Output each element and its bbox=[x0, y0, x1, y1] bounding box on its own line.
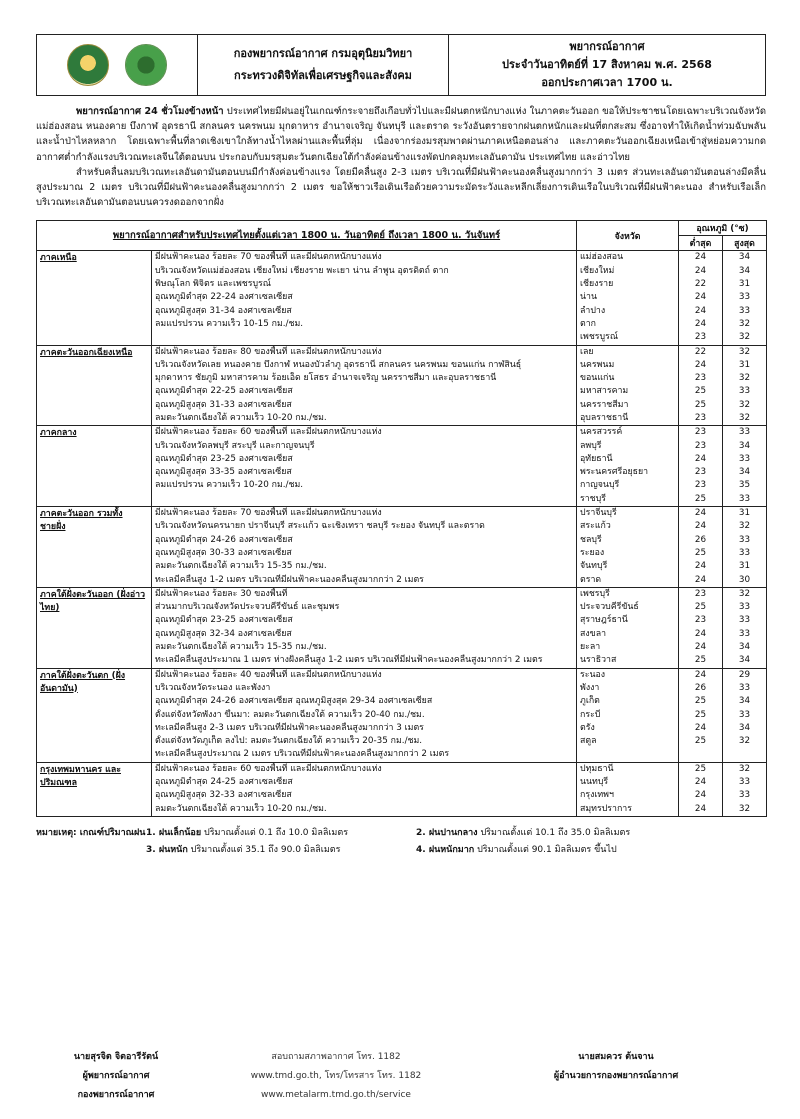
forecaster-name: นายสุรจิต จิตอารีรัตน์ bbox=[73, 1052, 159, 1062]
min-temp-list bbox=[679, 426, 723, 507]
max-temp-value: 32 bbox=[738, 346, 751, 357]
max-temp-value: 33 bbox=[738, 602, 751, 613]
min-temp-value: 24 bbox=[694, 722, 707, 733]
forecaster-division: กองพยากรณ์อากาศ bbox=[77, 1090, 155, 1100]
min-temp-value: 23 bbox=[694, 480, 707, 491]
max-temp-value: 32 bbox=[738, 803, 751, 814]
province-name: ตราด bbox=[580, 574, 602, 585]
regional-forecast-table bbox=[36, 220, 767, 816]
max-temp-value: 34 bbox=[738, 642, 751, 653]
province-name: ราชบุรี bbox=[580, 493, 606, 504]
region-row bbox=[37, 426, 767, 507]
province-name: สุราษฎร์ธานี bbox=[580, 615, 628, 626]
province-name: สมุทรปราการ bbox=[580, 803, 632, 814]
forecast-line: อุณหภูมิสูงสุด 30-33 องศาเซลเซียส bbox=[155, 547, 292, 558]
temperature-column-header: อุณหภูมิ (°ซ) bbox=[679, 221, 767, 236]
forecast-line: อุณหภูมิต่ำสุด 24-25 องศาเซลเซียส bbox=[155, 777, 293, 787]
document-header bbox=[36, 34, 766, 96]
region-row bbox=[37, 587, 767, 668]
region-name: ภาคเหนือ bbox=[37, 251, 152, 345]
forecast-line: อุณหภูมิสูงสุด 31-34 องศาเซลเซียส bbox=[155, 305, 292, 316]
min-temp-value: 24 bbox=[694, 777, 707, 787]
max-temp-value: 33 bbox=[738, 493, 751, 504]
min-temp-value: 24 bbox=[694, 561, 707, 572]
min-temp-value: 24 bbox=[694, 305, 707, 316]
region-row bbox=[37, 507, 767, 588]
forecast-line: มีฝนฟ้าคะนอง ร้อยละ 60 ของพื้นที่ และมีฝนตกหนักบางแห่ง bbox=[155, 427, 382, 438]
forecast-line: อุณหภูมิสูงสุด 32-33 องศาเซลเซียส bbox=[155, 790, 292, 801]
note-2-term: 2. ฝนปานกลาง bbox=[416, 827, 478, 838]
forecast-line: มีฝนฟ้าคะนอง ร้อยละ 80 ของพื้นที่ และมีฝนตกหนักบางแห่ง bbox=[155, 346, 382, 357]
forecast-line: อุณหภูมิต่ำสุด 24-26 องศาเซลเซียส bbox=[155, 534, 293, 545]
province-name: น่าน bbox=[580, 292, 597, 303]
forecast-line: ทะเลมีคลื่นสูง 2-3 เมตร บริเวณที่มีฝนฟ้าคะนองคลื่นสูงมากกว่า 3 เมตร bbox=[155, 722, 424, 733]
province-name: นครพนม bbox=[580, 359, 615, 370]
max-temp-value: 31 bbox=[738, 508, 751, 519]
province-name: นครสวรรค์ bbox=[580, 427, 623, 438]
max-temp-value: 34 bbox=[738, 440, 751, 451]
contact-info bbox=[216, 1048, 456, 1105]
province-name: ตรัง bbox=[580, 722, 595, 733]
min-temp-value: 24 bbox=[694, 292, 707, 303]
province-name: ลพบุรี bbox=[580, 440, 602, 451]
max-temp-value: 33 bbox=[738, 305, 751, 316]
region-name: ภาคตะวันออก รวมทั้งชายฝั่ง bbox=[37, 507, 152, 588]
min-temp-value: 24 bbox=[694, 790, 707, 801]
max-temp-value: 33 bbox=[738, 790, 751, 801]
region-forecast-text bbox=[152, 762, 577, 816]
min-temp-list bbox=[679, 507, 723, 588]
forecast-document bbox=[36, 34, 766, 856]
note-4-term: 4. ฝนหนักมาก bbox=[416, 844, 475, 855]
forecast-line: อุณหภูมิสูงสุด 31-33 องศาเซลเซียส bbox=[155, 399, 292, 410]
ministry-seal-logo bbox=[67, 44, 109, 86]
min-temp-value: 24 bbox=[694, 359, 707, 370]
min-temp-value: 26 bbox=[694, 534, 707, 545]
min-temp-value: 26 bbox=[694, 682, 707, 693]
region-name: ภาคตะวันออกเฉียงเหนือ bbox=[37, 345, 152, 426]
note-1 bbox=[146, 825, 416, 839]
contact-phone: สอบถามสภาพอากาศ โทร. 1182 bbox=[271, 1052, 401, 1062]
region-forecast-text bbox=[152, 507, 577, 588]
max-temp-value: 34 bbox=[738, 696, 751, 707]
province-name: ขอนแก่น bbox=[580, 373, 615, 384]
province-name: กาญจนบุรี bbox=[580, 480, 620, 491]
summary-paragraph-1 bbox=[36, 104, 766, 165]
doc-date: ประจำวันอาทิตย์ที่ 17 สิงหาคม พ.ศ. 2568 bbox=[502, 58, 712, 71]
forecaster-title: ผู้พยากรณ์อากาศ bbox=[82, 1071, 150, 1081]
min-temp-value: 23 bbox=[694, 373, 707, 384]
max-temp-value: 32 bbox=[738, 332, 751, 343]
note-3-term: 3. ฝนหนัก bbox=[146, 844, 188, 855]
province-name: สงขลา bbox=[580, 628, 607, 639]
province-name: ภูเก็ต bbox=[580, 696, 600, 707]
forecast-line: อุณหภูมิต่ำสุด 22-24 องศาเซลเซียส bbox=[155, 292, 293, 303]
max-temp-value: 34 bbox=[738, 467, 751, 478]
note-4 bbox=[416, 842, 766, 856]
min-temp-value: 25 bbox=[694, 386, 707, 397]
forecast-line: ลมตะวันตกเฉียงใต้ ความเร็ว 15-35 กม./ชม. bbox=[155, 561, 327, 572]
max-temp-value: 32 bbox=[738, 588, 751, 599]
logos bbox=[37, 35, 198, 95]
max-temp-value: 32 bbox=[738, 399, 751, 410]
min-temp-list bbox=[679, 251, 723, 345]
max-temp-value: 32 bbox=[738, 412, 751, 423]
province-name: อุบลราชธานี bbox=[580, 412, 629, 423]
table-title: พยากรณ์อากาศสำหรับประเทศไทยตั้งแต่เวลา 1800 น. วันอาทิตย์ ถึงเวลา 1800 น. วันจันทร์ bbox=[37, 221, 577, 251]
note-1-text: ปริมาณตั้งแต่ 0.1 ถึง 10.0 มิลลิเมตร bbox=[201, 827, 349, 838]
province-name: ปทุมธานี bbox=[580, 763, 614, 774]
max-temp-value: 31 bbox=[738, 359, 751, 370]
min-temp-list bbox=[679, 762, 723, 816]
forecast-line: ตั้งแต่จังหวัดพังงา ขึ้นมา: ลมตะวันตกเฉียงใต้ ความเร็ว 20-40 กม./ชม. bbox=[155, 709, 425, 720]
province-name: ระนอง bbox=[580, 669, 606, 680]
region-name: ภาคใต้ฝั่งตะวันตก (ฝั่งอันดามัน) bbox=[37, 668, 152, 762]
province-list bbox=[577, 345, 679, 426]
min-temp-value: 25 bbox=[694, 547, 707, 558]
summary-lead: พยากรณ์อากาศ 24 ชั่วโมงข้างหน้า bbox=[76, 106, 224, 117]
region-forecast-text bbox=[152, 345, 577, 426]
province-list bbox=[577, 668, 679, 762]
max-temp-list bbox=[723, 507, 767, 588]
max-temp-list bbox=[723, 668, 767, 762]
max-temp-value: 31 bbox=[738, 279, 751, 290]
max-temp-value: 32 bbox=[738, 318, 751, 329]
region-name: ภาคกลาง bbox=[37, 426, 152, 507]
region-row bbox=[37, 345, 767, 426]
forecast-line: บริเวณจังหวัดระนอง และพังงา bbox=[155, 682, 271, 693]
province-name: ปราจีนบุรี bbox=[580, 508, 617, 519]
max-temp-value: 32 bbox=[738, 373, 751, 384]
max-temp-value: 34 bbox=[738, 722, 751, 733]
province-name: มหาสารคาม bbox=[580, 386, 629, 397]
document-footer bbox=[36, 1048, 766, 1106]
province-name: ลำปาง bbox=[580, 305, 606, 316]
province-name: แม่ฮ่องสอน bbox=[580, 252, 624, 263]
forecast-line: ลมแปรปรวน ความเร็ว 10-20 กม./ชม. bbox=[155, 480, 304, 491]
province-name: นนทบุรี bbox=[580, 777, 609, 787]
max-temp-value: 34 bbox=[738, 655, 751, 666]
min-temp-header: ต่ำสุด bbox=[679, 236, 723, 251]
contact-website[interactable]: www.tmd.go.th, โทร/โทรสาร โทร. 1182 bbox=[250, 1071, 422, 1081]
province-list bbox=[577, 507, 679, 588]
table-body bbox=[37, 251, 767, 816]
doc-issued-time: ออกประกาศเวลา 1700 น. bbox=[541, 76, 673, 89]
max-temp-value: 33 bbox=[738, 615, 751, 626]
region-name: ภาคใต้ฝั่งตะวันออก (ฝั่งอ่าวไทย) bbox=[37, 587, 152, 668]
province-name: ประจวบคีรีขันธ์ bbox=[580, 602, 639, 613]
forecast-line: อุณหภูมิต่ำสุด 24-26 องศาเซลเซียส อุณหภูมิสูงสุด 29-34 องศาเซลเซียส bbox=[155, 696, 433, 707]
region-forecast-text bbox=[152, 668, 577, 762]
director-signature bbox=[491, 1048, 741, 1086]
max-temp-value: 31 bbox=[738, 561, 751, 572]
forecaster-signature bbox=[36, 1048, 196, 1105]
min-temp-value: 25 bbox=[694, 696, 707, 707]
max-temp-value: 33 bbox=[738, 292, 751, 303]
max-temp-value: 33 bbox=[738, 427, 751, 438]
max-temp-list bbox=[723, 587, 767, 668]
forecast-line: มีฝนฟ้าคะนอง ร้อยละ 40 ของพื้นที่ และมีฝนตกหนักบางแห่ง bbox=[155, 669, 382, 680]
contact-service-url[interactable]: www.metalarm.tmd.go.th/service bbox=[261, 1090, 411, 1100]
max-temp-list bbox=[723, 762, 767, 816]
min-temp-value: 25 bbox=[694, 493, 707, 504]
max-temp-value: 35 bbox=[738, 480, 751, 491]
province-list bbox=[577, 762, 679, 816]
min-temp-value: 24 bbox=[694, 252, 707, 263]
max-temp-value: 30 bbox=[738, 574, 751, 585]
forecast-line: อุณหภูมิต่ำสุด 23-25 องศาเซลเซียส bbox=[155, 453, 293, 464]
max-temp-list bbox=[723, 251, 767, 345]
forecast-line: ลมแปรปรวน ความเร็ว 10-15 กม./ชม. bbox=[155, 318, 304, 329]
min-temp-value: 23 bbox=[694, 615, 707, 626]
province-name: สตูล bbox=[580, 736, 597, 747]
title-block bbox=[449, 35, 765, 95]
min-temp-value: 24 bbox=[694, 628, 707, 639]
director-name: นายสมควร ต้นจาน bbox=[578, 1052, 654, 1062]
province-list bbox=[577, 587, 679, 668]
forecast-line: มุกดาหาร ชัยภูมิ มหาสารคาม ร้อยเอ็ด ยโสธร อำนาจเจริญ นครราชสีมา และอุบลราชธานี bbox=[155, 373, 497, 384]
region-row bbox=[37, 668, 767, 762]
province-list bbox=[577, 426, 679, 507]
forecast-line: มีฝนฟ้าคะนอง ร้อยละ 30 ของพื้นที่ bbox=[155, 588, 288, 599]
tmd-logo bbox=[125, 44, 167, 86]
note-3-text: ปริมาณตั้งแต่ 35.1 ถึง 90.0 มิลลิเมตร bbox=[187, 844, 341, 855]
forecast-line: ทะเลมีคลื่นสูงประมาณ 2 เมตร บริเวณที่มีฝนฟ้าคะนองคลื่นสูงมากกว่า 2 เมตร bbox=[155, 749, 450, 760]
min-temp-value: 24 bbox=[694, 669, 707, 680]
min-temp-value: 25 bbox=[694, 399, 707, 410]
max-temp-list bbox=[723, 426, 767, 507]
max-temp-value: 32 bbox=[738, 521, 751, 532]
note-2 bbox=[416, 825, 766, 839]
max-temp-value: 33 bbox=[738, 534, 751, 545]
forecast-line: ลมตะวันตกเฉียงใต้ ความเร็ว 10-20 กม./ชม. bbox=[155, 803, 327, 814]
min-temp-value: 25 bbox=[694, 736, 707, 747]
min-temp-value: 23 bbox=[694, 332, 707, 343]
forecast-line: อุณหภูมิต่ำสุด 23-25 องศาเซลเซียส bbox=[155, 615, 293, 626]
min-temp-value: 25 bbox=[694, 763, 707, 774]
forecast-line: อุณหภูมิสูงสุด 32-34 องศาเซลเซียส bbox=[155, 628, 292, 639]
province-name: กระบี่ bbox=[580, 709, 601, 720]
max-temp-value: 32 bbox=[738, 736, 751, 747]
rain-criteria-notes bbox=[36, 825, 766, 856]
forecast-line: อุณหภูมิสูงสุด 33-35 องศาเซลเซียส bbox=[155, 467, 292, 478]
max-temp-value: 33 bbox=[738, 386, 751, 397]
province-name: อุทัยธานี bbox=[580, 453, 613, 464]
max-temp-value: 32 bbox=[738, 763, 751, 774]
province-name: ระยอง bbox=[580, 547, 605, 558]
max-temp-value: 33 bbox=[738, 547, 751, 558]
forecast-line: บริเวณจังหวัดแม่ฮ่องสอน เชียงใหม่ เชียงราย พะเยา น่าน ลำพูน อุตรดิตถ์ ตาก bbox=[155, 265, 449, 276]
min-temp-value: 25 bbox=[694, 602, 707, 613]
notes-label: หมายเหตุ: เกณฑ์ปริมาณฝน bbox=[36, 827, 146, 838]
max-temp-value: 33 bbox=[738, 682, 751, 693]
province-name: ชลบุรี bbox=[580, 534, 602, 545]
province-column-header: จังหวัด bbox=[577, 221, 679, 251]
forecast-line: บริเวณจังหวัดเลย หนองคาย บึงกาฬ หนองบัวลำภู อุดรธานี สกลนคร นครพนม ขอนแก่น กาฬสินธุ์ bbox=[155, 359, 522, 370]
region-forecast-text bbox=[152, 587, 577, 668]
province-name: กรุงเทพฯ bbox=[580, 790, 614, 801]
max-temp-value: 33 bbox=[738, 453, 751, 464]
province-name: ตาก bbox=[580, 318, 596, 329]
region-name: กรุงเทพมหานคร และปริมณฑล bbox=[37, 762, 152, 816]
max-temp-value: 33 bbox=[738, 709, 751, 720]
max-temp-list bbox=[723, 345, 767, 426]
note-2-text: ปริมาณตั้งแต่ 10.1 ถึง 35.0 มิลลิเมตร bbox=[477, 827, 631, 838]
province-name: พังงา bbox=[580, 682, 600, 693]
forecast-line: พิษณุโลก พิจิตร และเพชรบูรณ์ bbox=[155, 279, 271, 290]
min-temp-value: 23 bbox=[694, 427, 707, 438]
province-list bbox=[577, 251, 679, 345]
min-temp-list bbox=[679, 345, 723, 426]
min-temp-value: 23 bbox=[694, 467, 707, 478]
organization-block bbox=[198, 35, 449, 95]
min-temp-value: 24 bbox=[694, 803, 707, 814]
province-name: นครราชสีมา bbox=[580, 399, 629, 410]
org-line-2: กระทรวงดิจิทัลเพื่อเศรษฐกิจและสังคม bbox=[234, 69, 412, 82]
min-temp-value: 22 bbox=[694, 279, 707, 290]
doc-title: พยากรณ์อากาศ bbox=[569, 40, 645, 53]
min-temp-value: 22 bbox=[694, 346, 707, 357]
province-name: นราธิวาส bbox=[580, 655, 617, 666]
forecast-line: ลมตะวันตกเฉียงใต้ ความเร็ว 15-35 กม./ชม. bbox=[155, 642, 327, 653]
director-title: ผู้อำนวยการกองพยากรณ์อากาศ bbox=[553, 1071, 679, 1081]
min-temp-value: 24 bbox=[694, 508, 707, 519]
max-temp-value: 29 bbox=[738, 669, 751, 680]
forecast-line: มีฝนฟ้าคะนอง ร้อยละ 60 ของพื้นที่ และมีฝนตกหนักบางแห่ง bbox=[155, 763, 382, 774]
forecast-line: ส่วนมากบริเวณจังหวัดประจวบคีรีขันธ์ และชุมพร bbox=[155, 602, 340, 613]
note-4-text: ปริมาณตั้งแต่ 90.1 มิลลิเมตร ขึ้นไป bbox=[474, 844, 617, 855]
min-temp-list bbox=[679, 668, 723, 762]
province-name: เลย bbox=[580, 346, 594, 357]
region-forecast-text bbox=[152, 426, 577, 507]
min-temp-value: 24 bbox=[694, 265, 707, 276]
province-name: ยะลา bbox=[580, 642, 601, 653]
note-3 bbox=[146, 842, 416, 856]
forecast-line: มีฝนฟ้าคะนอง ร้อยละ 70 ของพื้นที่ และมีฝนตกหนักบางแห่ง bbox=[155, 252, 382, 263]
province-name: เพชรบุรี bbox=[580, 588, 610, 599]
province-name: จันทบุรี bbox=[580, 561, 608, 572]
min-temp-value: 23 bbox=[694, 412, 707, 423]
forecast-line: ตั้งแต่จังหวัดภูเก็ต ลงไป: ลมตะวันตกเฉียงใต้ ความเร็ว 20-35 กม./ชม. bbox=[155, 736, 423, 747]
min-temp-value: 23 bbox=[694, 440, 707, 451]
max-temp-value: 33 bbox=[738, 777, 751, 787]
min-temp-value: 23 bbox=[694, 588, 707, 599]
forecast-line: ทะเลมีคลื่นสูงประมาณ 1 เมตร ห่างฝั่งคลื่นสูง 1-2 เมตร บริเวณที่มีฝนฟ้าคะนองคลื่นสูงมากกว่า 2 เมตร bbox=[155, 655, 543, 666]
forecast-line: บริเวณจังหวัดนครนายก ปราจีนบุรี สระแก้ว ฉะเชิงเทรา ชลบุรี ระยอง จันทบุรี และตราด bbox=[155, 521, 485, 532]
province-name: เชียงใหม่ bbox=[580, 265, 615, 276]
org-line-1: กองพยากรณ์อากาศ กรมอุตุนิยมวิทยา bbox=[233, 47, 413, 60]
forecast-line: ลมตะวันตกเฉียงใต้ ความเร็ว 10-20 กม./ชม. bbox=[155, 412, 327, 423]
province-name: เชียงราย bbox=[580, 279, 614, 290]
min-temp-value: 24 bbox=[694, 574, 707, 585]
min-temp-value: 24 bbox=[694, 642, 707, 653]
max-temp-value: 34 bbox=[738, 252, 751, 263]
min-temp-value: 25 bbox=[694, 709, 707, 720]
forecast-line: ทะเลมีคลื่นสูง 1-2 เมตร บริเวณที่มีฝนฟ้าคะนองคลื่นสูงมากกว่า 2 เมตร bbox=[155, 574, 424, 585]
summary-paragraph-2: สำหรับคลื่นลมบริเวณทะเลอันดามันตอนบนมีกำลังค่อนข้างแรง โดยมีคลื่นสูง 2-3 เมตร บริเวณที่มีฝนฟ้าคะนองคลื่นสูงมากกว่า 3 เมตร ส่วนทะเลอันดามันตอนล่างมีคลื่นสูงประมาณ 2 เมตร บริเวณที่มีฝนฟ้าคะนองคลื่นสูงมากกว่า 2 เมตร ขอให้ชาวเรือเดินเรือด้วยความระมัดระวังและหลีกเลี่ยงการเดินเรือในบริเวณที่มีฝนฟ้าคะนอง สำหรับเรือเล็กบริเวณทะเลอันดามันตอนบนควรงดออกจากฝั่ง bbox=[36, 166, 766, 209]
summary-text: ประเทศไทยมีฝนอยู่ในเกณฑ์กระจายถึงเกือบทั่วไปและมีฝนตกหนักบางแห่ง ในภาคตะวันออก ขอให้ประชาชนโดยเฉพาะบริเวณจังหวัดแม่ฮ่องสอน หนองคาย บึงกาฬ อุดรธานี สกลนคร นครพนม มุกดาหาร อำนาจเจริญ จันทบุรี และตราด ระวังอันตรายจากฝนตกหนักและฝนที่ตกสะสม ซึ่งอาจทำให้เกิดน้ำท่วมฉับพลันและน้ำป่าไหลหลาก โดยเฉพาะพื้นที่ลาดเชิงเขาใกล้ทางน้ำไหลผ่านและพื้นที่ลุ่ม เนื่องจากร่องมรสุมพาดผ่านภาคเหนือตอนล่าง และภาคตะวันออกเฉียงเหนือเข้าสู่หย่อมความกดอากาศต่ำกำลังแรงบริเวณทะเลจีนใต้ตอนบน ประกอบกับมรสุมตะวันตกเฉียงใต้กำลังค่อนข้างแรงพัดปกคลุมทะเลอันดามัน ประเทศไทย และอ่าวไทย bbox=[36, 106, 766, 163]
note-1-term: 1. ฝนเล็กน้อย bbox=[146, 827, 202, 838]
province-name: เพชรบูรณ์ bbox=[580, 332, 618, 343]
max-temp-value: 33 bbox=[738, 628, 751, 639]
min-temp-value: 24 bbox=[694, 521, 707, 532]
max-temp-value: 34 bbox=[738, 265, 751, 276]
region-row bbox=[37, 762, 767, 816]
province-name: พระนครศรีอยุธยา bbox=[580, 467, 649, 478]
max-temp-header: สูงสุด bbox=[723, 236, 767, 251]
min-temp-value: 25 bbox=[694, 655, 707, 666]
region-forecast-text bbox=[152, 251, 577, 345]
province-name: สระแก้ว bbox=[580, 521, 611, 532]
forecast-line: มีฝนฟ้าคะนอง ร้อยละ 70 ของพื้นที่ และมีฝนตกหนักบางแห่ง bbox=[155, 508, 382, 519]
region-row bbox=[37, 251, 767, 345]
forecast-summary bbox=[36, 104, 766, 210]
forecast-line: บริเวณจังหวัดลพบุรี สระบุรี และกาญจนบุรี bbox=[155, 440, 315, 451]
forecast-line: อุณหภูมิต่ำสุด 22-25 องศาเซลเซียส bbox=[155, 386, 293, 397]
min-temp-value: 24 bbox=[694, 453, 707, 464]
min-temp-value: 24 bbox=[694, 318, 707, 329]
min-temp-list bbox=[679, 587, 723, 668]
